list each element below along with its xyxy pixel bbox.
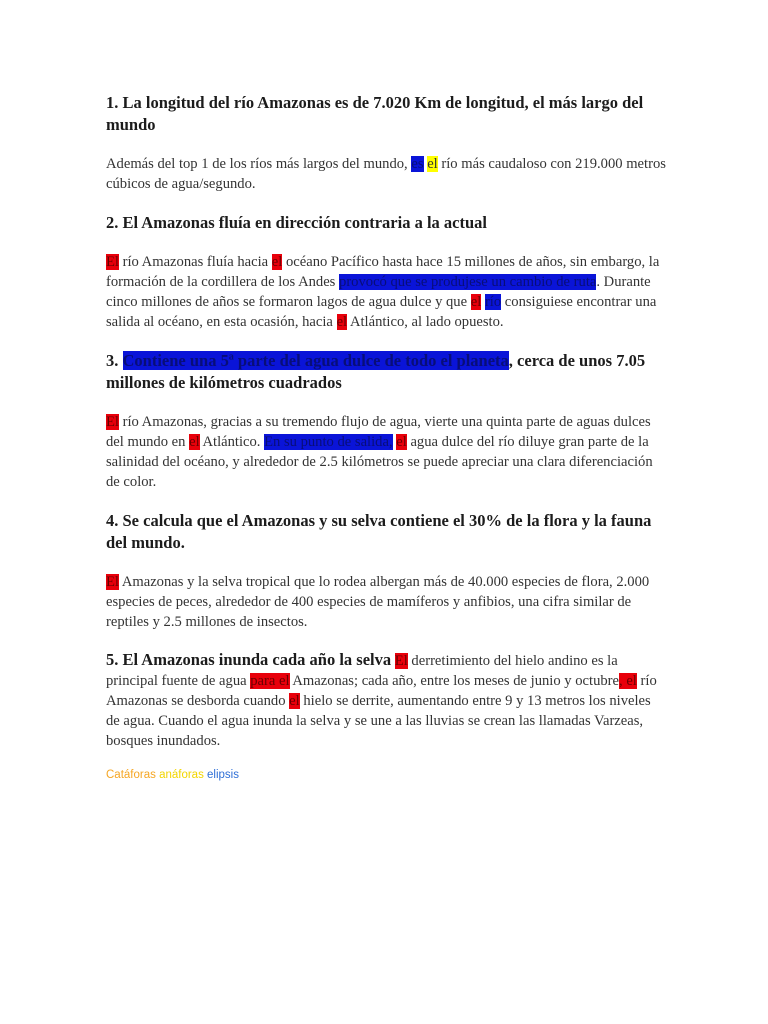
text-run: consiguiese encontrar una salida al océano, en esta ocasión, hacia bbox=[106, 294, 657, 330]
red-highlight: el bbox=[271, 254, 283, 270]
paragraph-5 bbox=[106, 650, 666, 751]
red-highlight: el bbox=[396, 434, 407, 450]
red-highlight: el bbox=[189, 434, 200, 450]
blue-highlight: río bbox=[484, 294, 502, 310]
text-run: Atlántico, al lado opuesto. bbox=[347, 314, 504, 330]
heading-text: , cerca de unos 7.05 millones de kilómetros cuadrados bbox=[106, 351, 646, 392]
red-highlight: el bbox=[470, 294, 482, 310]
yellow-highlight: el bbox=[427, 156, 438, 172]
blue-highlight: En su punto de salida, bbox=[264, 434, 393, 450]
document-content bbox=[106, 92, 666, 781]
paragraph-4 bbox=[106, 572, 666, 632]
text-run: hielo se derrite, aumentando entre 9 y 13 metros los niveles de agua. Cuando el agua inunda la selva y se une a las lluvias se crean las llamadas Varzeas, bosques inundados. bbox=[106, 693, 651, 749]
legend-elipsis: elipsis bbox=[207, 769, 239, 781]
blue-highlight: provocó que se produjese un cambio de ruta bbox=[339, 274, 597, 290]
red-highlight: para el bbox=[250, 673, 290, 689]
text-run: Además del top 1 de los ríos más largos del mundo, bbox=[106, 156, 412, 172]
blue-highlight: Contiene una 5ª parte del agua dulce de todo el planeta bbox=[122, 351, 509, 370]
heading-1: 1. La longitud del río Amazonas es de 7.020 Km de longitud, el más largo del mundo bbox=[106, 93, 644, 134]
legend-anaforas: anáforas bbox=[159, 769, 204, 781]
heading-text: 3. bbox=[106, 351, 123, 370]
heading-3 bbox=[106, 350, 666, 394]
text-run: . Durante cinco millones de años se formaron lagos de agua dulce y que bbox=[106, 274, 651, 310]
red-highlight: El bbox=[106, 414, 119, 430]
red-highlight: el bbox=[289, 693, 300, 709]
text-run: océano Pacífico hasta hace 15 millones de años, sin embargo, la formación de la cordillera de los Andes bbox=[106, 254, 660, 290]
paragraph-1 bbox=[106, 154, 666, 194]
text-run: Amazonas y la selva tropical que lo rodea albergan más de 40.000 especies de flora, 2.000 especies de peces, alrededor de 400 especies de mamíferos y anfibios, una cifra similar de reptiles y 2.5 millones de insectos. bbox=[106, 574, 650, 630]
text-run: río Amazonas se desborda cuando bbox=[106, 673, 657, 709]
text-run: río Amazonas fluía hacia bbox=[118, 254, 272, 270]
paragraph-2 bbox=[106, 252, 666, 332]
legend-cataforas: Catáforas bbox=[106, 769, 156, 781]
heading-5: 5. El Amazonas inunda cada año la selva bbox=[106, 650, 392, 669]
red-highlight: El bbox=[106, 574, 119, 590]
text-run: agua dulce del río diluye gran parte de la salinidad del océano, y alrededor de 2.5 kilómetros se puede apreciar una clara diferenciación de color. bbox=[106, 434, 653, 490]
red-highlight: el bbox=[336, 314, 348, 330]
text-run: Atlántico. bbox=[199, 434, 265, 450]
heading-4: 4. Se calcula que el Amazonas y su selva contiene el 30% de la flora y la fauna del mundo. bbox=[106, 511, 652, 552]
red-highlight: El bbox=[106, 254, 119, 270]
text-run: derretimiento del hielo andino es la principal fuente de agua bbox=[106, 653, 618, 689]
heading-2: 2. El Amazonas fluía en dirección contraria a la actual bbox=[106, 213, 488, 232]
color-legend bbox=[106, 769, 666, 781]
text-run: río más caudaloso con 219.000 metros cúbicos de agua/segundo. bbox=[106, 156, 666, 192]
text-run: Amazonas; cada año, entre los meses de junio y octubre bbox=[289, 673, 620, 689]
red-highlight: El bbox=[394, 653, 408, 669]
paragraph-3 bbox=[106, 412, 666, 492]
blue-highlight: es bbox=[411, 156, 424, 172]
red-highlight: , el bbox=[619, 673, 637, 689]
text-run: río Amazonas, gracias a su tremendo flujo de agua, vierte una quinta parte de aguas dulces del mundo en bbox=[106, 414, 651, 450]
